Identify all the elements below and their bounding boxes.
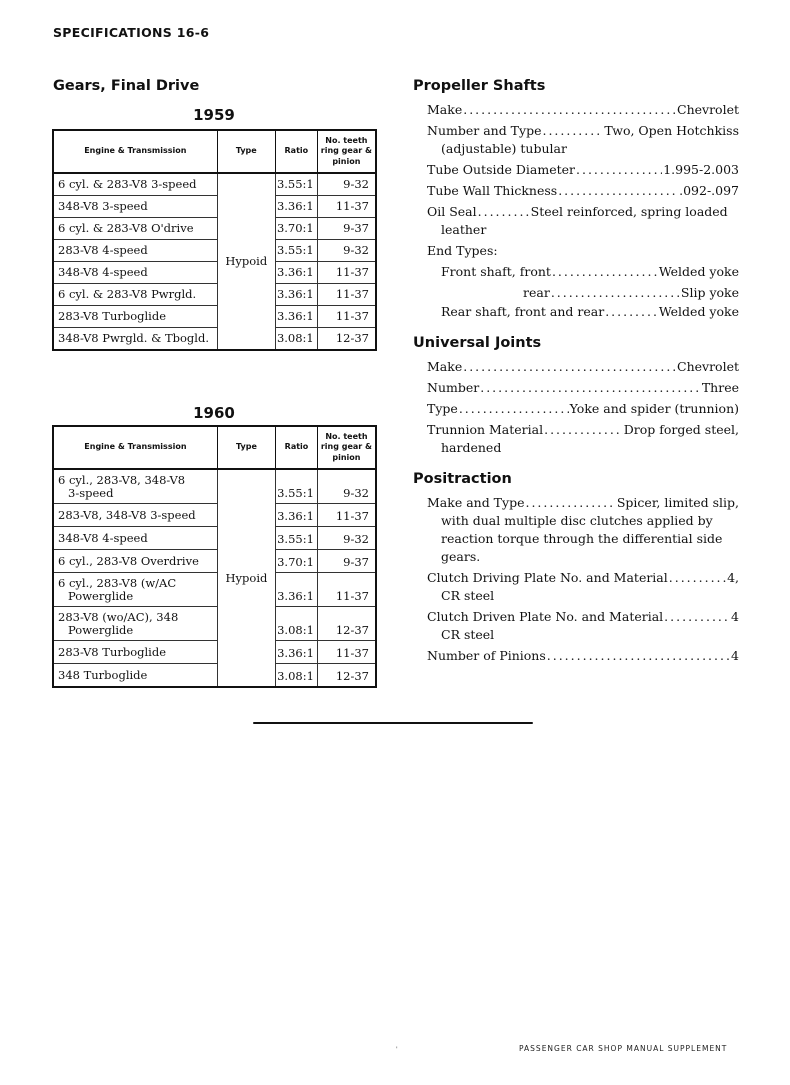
table-body-1959 [53,173,376,350]
spec-label: Number of Pinions [427,648,546,663]
spec-value: Drop forged steel, [623,422,739,437]
spec-value: 1.995-2.003 [663,162,739,177]
spec-label: rear [523,285,550,300]
engine-text: 6 cyl. & 283-V8 3-speed [58,177,197,191]
engine-text: 283-V8 (wo/AC), 348 [58,609,179,624]
year-1960-label: 1960 [193,404,235,422]
cell-engine [53,550,217,573]
cell-teeth: 9-37 [317,550,376,573]
leader-dots [542,121,603,140]
positraction-title: Positraction [413,471,512,487]
table-row [53,527,376,550]
spec-value: Welded yoke [658,264,739,279]
header-type: Type [217,426,275,469]
cell-teeth: 9-37 [317,218,376,240]
spec-label: Make [427,102,463,117]
cell-engine [53,527,217,550]
cell-teeth: 11-37 [317,306,376,328]
engine-text: 348-V8 3-speed [58,199,148,213]
spec-value: Chevrolet [677,359,739,374]
leader-dots [459,399,569,418]
header-engine: Engine & Transmission [53,130,217,173]
spec-value: Two, Open Hotchkiss [604,123,739,138]
gears-table-1959 [52,129,377,351]
spec-label: Number and Type [427,123,542,138]
cell-teeth: 9-32 [317,469,376,504]
spec-value-continued: (adjustable) tubular [441,141,567,156]
table-row [53,641,376,664]
spec-value-continued: hardened [441,440,502,455]
table-row [53,469,376,504]
spec-value: 4 [731,648,739,663]
cell-ratio: 3.36:1 [275,196,317,218]
table-row [53,306,376,328]
spec-value: Yoke and spider (trunnion) [569,401,739,416]
spec-label: Clutch Driven Plate No. and Material [427,609,664,624]
table-row [53,173,376,196]
cell-engine [53,240,217,262]
table-row [53,550,376,573]
leader-dots [552,262,658,281]
table-row [53,504,376,527]
leader-dots [551,283,680,302]
leader-dots [525,493,615,512]
cell-teeth: 11-37 [317,504,376,527]
spec-entry [427,607,739,644]
cell-ratio: 3.36:1 [275,262,317,284]
leader-dots [478,202,530,221]
table-row [53,607,376,641]
leader-dots [576,160,662,179]
spec-entry [427,420,739,457]
cell-ratio: 3.70:1 [275,218,317,240]
engine-text: 6 cyl. & 283-V8 Pwrgld. [58,287,197,301]
spec-label: Type [427,401,458,416]
universal-joints-title: Universal Joints [413,335,542,351]
cell-engine [53,196,217,218]
leader-dots [664,607,730,626]
cell-ratio: 3.55:1 [275,240,317,262]
spec-value-continued: gears. [441,549,481,564]
spec-entry [427,357,739,376]
engine-text: 6 cyl., 283-V8 (w/AC [58,575,177,590]
spec-entry [427,378,739,397]
cell-engine [53,218,217,240]
spec-value-continued: CR steel [441,627,495,642]
table-row [53,284,376,306]
cell-ratio: 3.36:1 [275,306,317,328]
leader-dots [558,181,678,200]
header-ratio: Ratio [276,426,318,469]
cell-ratio: 3.36:1 [276,641,318,664]
table-row [53,218,376,240]
cell-teeth: 12-37 [317,664,376,688]
spec-value: Three [701,380,739,395]
spec-value: Slip yoke [680,285,739,300]
spec-value-continued: leather [441,222,487,237]
leader-dots [480,378,701,397]
spec-entry [427,399,739,418]
header-teeth: No. teeth ring gear & pinion [317,130,376,173]
cell-teeth: 9-32 [317,173,376,196]
table-row [53,328,376,351]
cell-teeth: 9-32 [317,240,376,262]
engine-text: 348-V8 4-speed [58,530,148,545]
cell-engine [53,173,217,196]
cell-engine [53,664,217,688]
cell-teeth: 11-37 [317,641,376,664]
cell-teeth: 11-37 [317,573,376,607]
cell-ratio: 3.55:1 [276,469,318,504]
spec-label: Rear shaft, front and rear [441,304,605,319]
cell-teeth: 9-32 [317,527,376,550]
spec-entry [427,646,739,665]
engine-text: 348-V8 Pwrgld. & Tbogld. [58,331,209,345]
spec-value: Steel reinforced, spring loaded [530,204,728,219]
spec-label: Tube Outside Diameter [427,162,575,177]
spec-label: Number [427,380,480,395]
table-row [53,196,376,218]
engine-text: 6 cyl., 283-V8, 348-V8 [58,472,186,487]
table-row [53,573,376,607]
page-footer: PASSENGER CAR SHOP MANUAL SUPPLEMENT [519,1044,728,1053]
cell-ratio: 3.36:1 [276,573,318,607]
spec-entry [427,568,739,605]
table-body-1960 [53,469,376,687]
cell-engine [53,262,217,284]
engine-text: 283-V8 4-speed [58,243,148,257]
spec-entry [427,202,739,239]
propeller-shafts-title: Propeller Shafts [413,78,546,94]
cell-ratio: 3.55:1 [275,173,317,196]
spec-entry [427,100,739,119]
spec-value: 4, [727,570,739,585]
right-column [413,78,739,665]
engine-text-continued: Powerglide [68,588,134,603]
cell-teeth: 12-37 [317,328,376,351]
engine-text: 283-V8 Turboglide [58,309,167,323]
gears-table-1960 [52,425,377,688]
spec-entry [441,262,739,281]
spec-label: Front shaft, front [441,264,551,279]
gears-final-drive-title: Gears, Final Drive [53,78,200,94]
table-row [53,240,376,262]
cell-teeth: 12-37 [317,607,376,641]
spec-value: .092-.097 [679,183,739,198]
spec-value: Welded yoke [658,304,739,319]
header-type: Type [217,130,275,173]
spec-label: Trunnion Material [427,422,544,437]
cell-ratio: 3.08:1 [276,607,318,641]
spec-entry [427,181,739,200]
spec-value: Chevrolet [677,102,739,117]
engine-text: 6 cyl., 283-V8 Overdrive [58,553,199,568]
engine-text-continued: Powerglide [68,622,134,637]
engine-text: 283-V8, 348-V8 3-speed [58,507,196,522]
cell-teeth: 11-37 [317,284,376,306]
leader-dots [605,302,658,321]
cell-engine [53,284,217,306]
spec-value-continued: CR steel [441,588,495,603]
spec-label: Make and Type [427,495,525,510]
spec-entry [523,283,739,302]
spec-entry [427,160,739,179]
cell-ratio: 3.08:1 [276,664,318,688]
engine-text: 6 cyl. & 283-V8 O'drive [58,221,194,235]
cell-teeth: 11-37 [317,196,376,218]
spec-value-continued: with dual multiple disc clutches applied by [441,513,713,528]
leader-dots [547,646,730,665]
spec-value-continued: reaction torque through the differential side [441,531,723,546]
spec-label: Tube Wall Thickness [427,183,558,198]
cell-engine [53,469,217,504]
cell-type: Hypoid [217,173,275,350]
engine-text-continued: 3-speed [68,485,114,500]
footer-mark: ' [396,1046,398,1053]
engine-text: 348 Turboglide [58,667,148,682]
cell-teeth: 11-37 [317,262,376,284]
engine-text: 283-V8 Turboglide [58,644,167,659]
cell-ratio: 3.55:1 [276,527,318,550]
spec-value: Spicer, limited slip, [616,495,739,510]
spec-entry [441,302,739,321]
spec-label: Clutch Driving Plate No. and Material [427,570,668,585]
cell-ratio: 3.70:1 [276,550,318,573]
cell-engine [53,641,217,664]
spec-label: Make [427,359,463,374]
cell-ratio: 3.08:1 [275,328,317,351]
cell-engine [53,328,217,351]
engine-text: 348-V8 4-speed [58,265,148,279]
spec-entry [427,493,739,566]
end-types-label: End Types: [427,243,498,258]
header-ratio: Ratio [275,130,317,173]
cell-type: Hypoid [217,469,275,687]
spec-entry [427,121,739,158]
header-engine: Engine & Transmission [53,426,217,469]
leader-dots [544,420,623,439]
cell-ratio: 3.36:1 [275,284,317,306]
section-divider-rule [253,722,533,724]
cell-engine [53,607,217,641]
spec-value: 4 [731,609,739,624]
spec-label: Oil Seal [427,204,477,219]
header-teeth: No. teeth ring gear & pinion [317,426,376,469]
table-row [53,664,376,688]
page-header: SPECIFICATIONS 16-6 [53,25,210,40]
table-row [53,262,376,284]
leader-dots [463,100,676,119]
leader-dots [669,568,726,587]
year-1959-label: 1959 [193,106,235,124]
cell-engine [53,573,217,607]
cell-ratio: 3.36:1 [276,504,318,527]
cell-engine [53,306,217,328]
cell-engine [53,504,217,527]
leader-dots [463,357,676,376]
